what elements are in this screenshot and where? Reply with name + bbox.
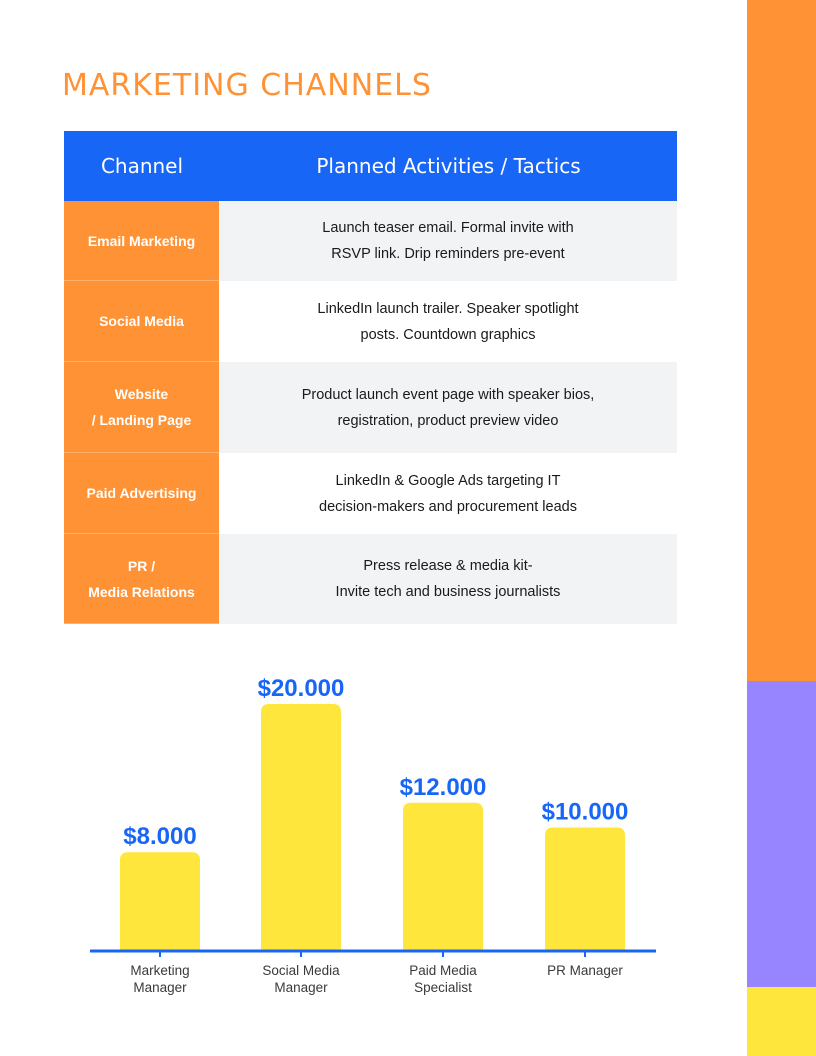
activity-cell xyxy=(219,362,677,453)
channel-label: Social Media xyxy=(99,313,184,329)
side-stripe-purple xyxy=(747,681,816,987)
activity-text: Launch teaser email. Formal invite with xyxy=(322,220,574,236)
category-label: Social Media xyxy=(262,963,340,978)
category-label: Marketing xyxy=(130,963,190,978)
side-stripe-yellow xyxy=(747,987,816,1056)
table-header xyxy=(64,131,677,201)
channel-label: Paid Advertising xyxy=(86,485,197,501)
page-title: MARKETING CHANNELS xyxy=(62,68,432,103)
bar-value-label: $20.000 xyxy=(257,675,345,702)
marketing-channels-table xyxy=(64,131,677,624)
bar-value-label: $12.000 xyxy=(399,773,487,801)
activity-cell xyxy=(219,201,677,281)
side-stripe-orange xyxy=(747,0,816,681)
table-row xyxy=(64,453,677,534)
channel-label: PR / xyxy=(127,557,156,574)
table-body xyxy=(64,201,677,624)
activity-text: LinkedIn launch trailer. Speaker spotlight xyxy=(317,300,579,317)
bar xyxy=(261,704,341,951)
activity-text: decision-makers and procurement leads xyxy=(319,498,577,515)
activity-text: RSVP link. Drip reminders pre-event xyxy=(331,246,565,262)
bar-value-label: $10.000 xyxy=(541,798,629,826)
table-row xyxy=(64,534,677,624)
channel-cell xyxy=(64,281,219,362)
bar xyxy=(545,828,625,952)
channel-label: Website xyxy=(114,386,169,402)
bar-value-label: $8.000 xyxy=(123,823,197,851)
activity-cell xyxy=(219,534,677,624)
table-row xyxy=(64,201,677,281)
activity-text: Press release & media kit- xyxy=(363,558,533,574)
column-header-activities: Planned Activities / Tactics xyxy=(316,154,581,178)
activity-text: posts. Countdown graphics xyxy=(360,326,536,343)
table-row xyxy=(64,281,677,362)
category-label: Manager xyxy=(274,980,328,995)
channel-label: / Landing Page xyxy=(91,412,192,428)
bar xyxy=(120,852,200,951)
category-label: Specialist xyxy=(414,980,472,995)
activity-text: LinkedIn & Google Ads targeting IT xyxy=(335,472,561,489)
channel-cell xyxy=(64,534,219,624)
category-label: Paid Media xyxy=(409,963,477,978)
activity-cell xyxy=(219,453,677,534)
bar xyxy=(403,803,483,951)
column-header-channel: Channel xyxy=(100,154,184,178)
category-label: Manager xyxy=(133,980,187,995)
channel-label: Email Marketing xyxy=(87,232,196,249)
activity-text: registration, product preview video xyxy=(337,412,559,429)
activity-cell xyxy=(219,281,677,362)
channel-cell xyxy=(64,201,219,281)
category-label: PR Manager xyxy=(547,963,623,978)
channel-cell xyxy=(64,453,219,534)
table-row xyxy=(64,362,677,453)
activity-text: Invite tech and business journalists xyxy=(335,584,561,600)
channel-cell xyxy=(64,362,219,453)
channel-label: Media Relations xyxy=(88,583,195,600)
activity-text: Product launch event page with speaker bios, xyxy=(301,386,595,403)
